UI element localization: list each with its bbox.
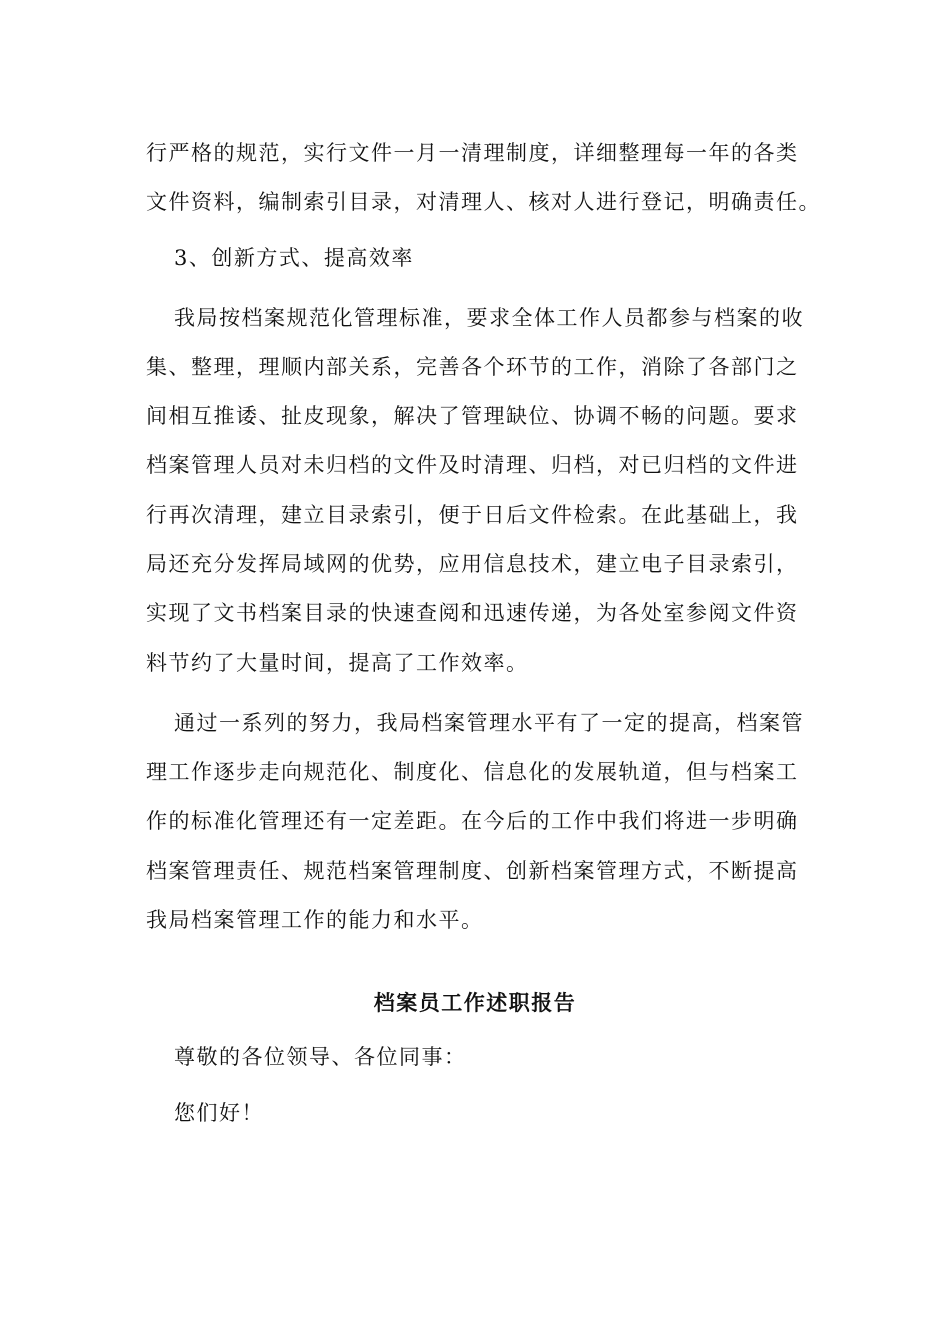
paragraph-line: 我局档案管理工作的能力和水平。: [146, 908, 484, 932]
paragraph-line: 作的标准化管理还有一定差距。在今后的工作中我们将进一步明确: [146, 809, 799, 833]
salutation: 尊敬的各位领导、各位同事：: [174, 1045, 467, 1069]
paragraph-line: 文件资料，编制索引目录，对清理人、核对人进行登记，明确责任。: [146, 190, 821, 214]
greeting: 您们好！: [174, 1101, 264, 1125]
paragraph-line: 料节约了大量时间，提高了工作效率。: [146, 651, 529, 675]
paragraph-line: 局还充分发挥局域网的优势，应用信息技术，建立电子目录索引，: [146, 552, 799, 576]
paragraph-line: 集、整理，理顺内部关系，完善各个环节的工作，消除了各部门之: [146, 355, 799, 379]
section-heading: 3、创新方式、提高效率: [174, 246, 414, 270]
paragraph-line: 理工作逐步走向规范化、制度化、信息化的发展轨道，但与档案工: [146, 760, 799, 784]
paragraph-line: 实现了文书档案目录的快速查阅和迅速传递，为各处室参阅文件资: [146, 601, 799, 625]
paragraph-line: 行严格的规范，实行文件一月一清理制度，详细整理每一年的各类: [146, 141, 799, 165]
paragraph-line: 通过一系列的努力，我局档案管理水平有了一定的提高，档案管: [174, 711, 804, 735]
paragraph-line: 档案管理责任、规范档案管理制度、创新档案管理方式，不断提高: [146, 859, 799, 883]
paragraph-line: 我局按档案规范化管理标准，要求全体工作人员都参与档案的收: [174, 306, 804, 330]
paragraph-line: 间相互推诿、扯皮现象，解决了管理缺位、协调不畅的问题。要求: [146, 404, 799, 428]
report-title: 档案员工作述职报告: [373, 991, 577, 1015]
paragraph-line: 档案管理人员对未归档的文件及时清理、归档，对已归档的文件进: [146, 453, 799, 477]
paragraph-line: 行再次清理，建立目录索引，便于日后文件检索。在此基础上，我: [146, 503, 799, 527]
